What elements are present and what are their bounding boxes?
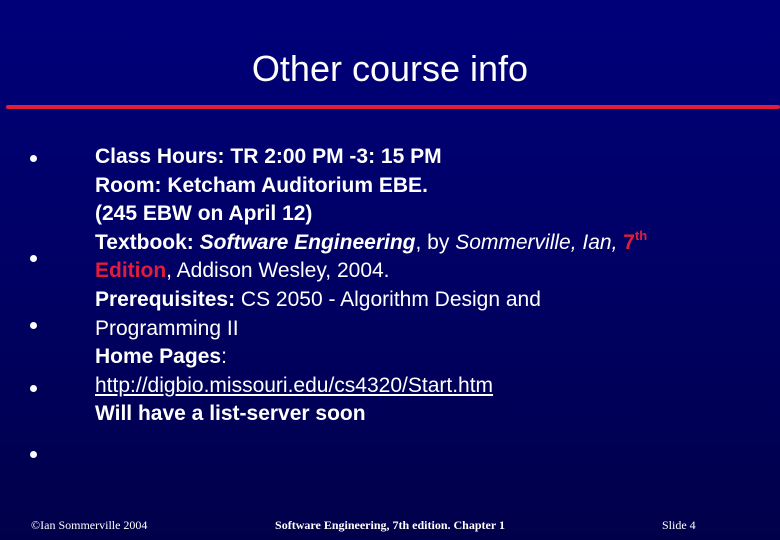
textbook-line [95,229,765,258]
home-pages-label: Home Pages [95,345,222,369]
footer-copyright: ©Ian Sommerville 2004 [31,518,148,532]
class-hours-text: Class Hours: TR 2:00 PM -3: 15 PM [95,145,442,168]
textbook-by: , by [415,230,456,254]
textbook-author: Sommerville, Ian, [455,230,624,254]
title-underline [6,105,780,109]
textbook-publisher: , Addison Wesley, 2004. [166,259,390,283]
prerequisites-line [95,286,765,315]
bullet-textbook [30,255,37,262]
bullet-class-hours [30,155,37,162]
prerequisites-line-2: Programming II [95,316,239,340]
textbook-label: Textbook: [95,230,200,254]
list-server-text: Will have a list-server soon [95,402,366,426]
home-pages-line [95,343,765,372]
prerequisites-label: Prerequisites: [95,287,236,311]
room-note-text: (245 EBW on April 12) [95,202,313,226]
textbook-line-2 [95,257,765,286]
textbook-edition-number: 7 [623,230,635,254]
home-pages-link[interactable]: http://digbio.missouri.edu/cs4320/Start.htm [95,373,494,397]
room-text: Room: Ketcham Auditorium EBE. [95,173,428,197]
bullet-home-pages [30,385,37,392]
footer-book-title: Software Engineering, 7th edition. Chapter 1 [275,518,505,532]
textbook-title: Software Engineering [199,230,416,254]
home-pages-colon: : [221,345,227,369]
bullet-prerequisites [30,322,37,329]
bullet-list-server [30,451,37,458]
footer-slide-number: Slide 4 [662,518,696,532]
textbook-edition-word: Edition [95,259,167,283]
prerequisites-text: CS 2050 - Algorithm Design and [235,287,541,311]
slide-title: Other course info [251,48,529,89]
course-info-list [95,143,765,429]
textbook-edition-suffix: th [634,227,648,243]
home-pages-url-line [95,372,765,401]
